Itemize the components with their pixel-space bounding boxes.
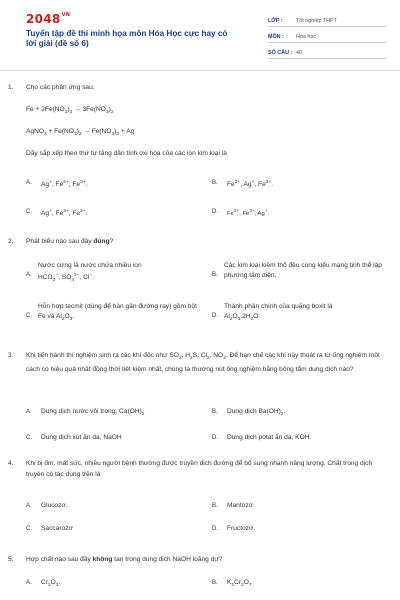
question-number: 5. xyxy=(8,556,14,563)
question-text: Khi bị ốm, mất sức, nhiều người bệnh thường được truyền dịch đường để bổ sung nhanh năng lượng. Chất trong dịch truyền có tác dụng trên là xyxy=(26,460,373,478)
question-4: 4. Khi bị ốm, mất sức, nhiều người bệnh thường được truyền dịch đường để bổ sung nhanh năng lượng. Chất trong dịch truyền có tác dụng trên là A. Glucozơ. B. Mantozơ. C. Saccarozơ D. Fructozơ. xyxy=(0,458,400,538)
question-5: 5. Hợp chất nào sau đây không tan trong dung dịch NaOH loãng dư? A. $Cr_2O_3$. B. $K_2Cr_2O_7$ xyxy=(0,554,400,598)
meta-row-count: SỐ CÂU : 40 xyxy=(268,46,386,59)
site-logo[interactable]: $2048^{VN}$ xyxy=(26,12,71,26)
question-text: Phát biểu nào sau đây đúng? xyxy=(26,238,114,245)
exam-meta xyxy=(268,14,386,62)
question-number: 3. xyxy=(8,352,14,359)
question-text: Hợp chất nào sau đây không tan trong dung dịch NaOH loãng dư? xyxy=(26,556,223,563)
option-d[interactable]: D. Thành phần chính của quặng boxit là $Al_2O_3.2H_2O$ xyxy=(212,303,333,322)
question-text: Khi tiến hành thí nghiệm sinh ra các khí độc như $SO_2$, $H_2S$, $Cl_2$, $NO_2$. Để hạn chế các khí này thoát ra từ ống nghiệm một cách có hiệu quả nhất đồng thời tiết kiệm nhất, chúng ta thường nút ống nghiệm bằng bông tẩm dung dịch nào? xyxy=(26,352,380,373)
meta-row-class: LỚP : Tốt nghiệp THPT xyxy=(268,14,386,27)
option-c[interactable]: C. Hỗn hợp tecmit (dùng để hàn gần đường ray) gồm bột Fe và $Al_2O_3$. xyxy=(26,303,197,322)
reaction-1: $Fe + 2Fe(NO_3)_3 \to 3Fe(NO_3)_2$ xyxy=(26,106,114,115)
header-divider xyxy=(0,70,400,71)
question-text: Cho các phản ứng sau: xyxy=(26,84,95,91)
reaction-2: AgNO$_3$ + $Fe(NO_3)_2 \to Fe(NO_3)_3 + Ag$ xyxy=(26,128,135,137)
meta-row-subject: MÔN : Hóa học xyxy=(268,30,386,43)
question-prompt: Dãy sắp xếp theo thứ tự tăng dần tính oxi hóa của các ion kim loại là xyxy=(26,150,227,157)
question-2 xyxy=(0,236,400,346)
option-a[interactable]: A. Nước cứng là nước chứa nhiều ion $HCO_3^-$, $SO_4^{2-}$, Cl−. xyxy=(26,262,142,283)
question-number: 1. xyxy=(8,84,14,91)
question-number: 4. xyxy=(8,460,14,467)
header xyxy=(14,0,386,68)
question-3: 3. Khi tiến hành thí nghiệm sinh ra các khí độc như $SO_2$, $H_2S$, $Cl_2$, $NO_2$. Để hạn chế các khí này thoát ra từ ống nghiệm một cách có hiệu quả nhất đồng thời tiết kiệm nhất, chúng ta thường nút ống nghiệm bằng bông tẩm dung dịch nào? A. Dung dịch nước vôi trong, $Ca(OH)_2$ B. Dung dịch $Ba(OH)_2$. C. Dung dịch xút ăn da, NaOH D. Dung dịch potat ăn da, KOH. xyxy=(0,350,400,450)
option-b[interactable]: B. Các kim loại kiềm thổ đều cùng kiểu mạng tinh thể lập phương tâm diện. xyxy=(212,262,382,279)
question-1: 1. Cho các phản ứng sau: $Fe + 2Fe(NO_3)_3 \to 3Fe(NO_3)_2$ AgNO$_3$ + $Fe(NO_3)_2 \to Fe(NO_3)_3 + Ag$ Dãy sắp xếp theo thứ tự tăng dần tính oxi hóa của các ion kim loại là A. Ag+, $Fe^{2+}$, $Fe^{3+}$. B. $Fe^{2+}$, Ag+, $Fe^{3+}$. C. Ag+, $Fe^{3+}$, $Fe^{2+}$. D. $Fe^{2+}$, $Fe^{3+}$, Ag+. xyxy=(0,82,400,232)
document-title: Tuyển tập đề thi minh họa môn Hóa Học cực hay có lời giải (đề số 6) xyxy=(26,29,228,48)
question-number: 2. xyxy=(8,238,14,245)
